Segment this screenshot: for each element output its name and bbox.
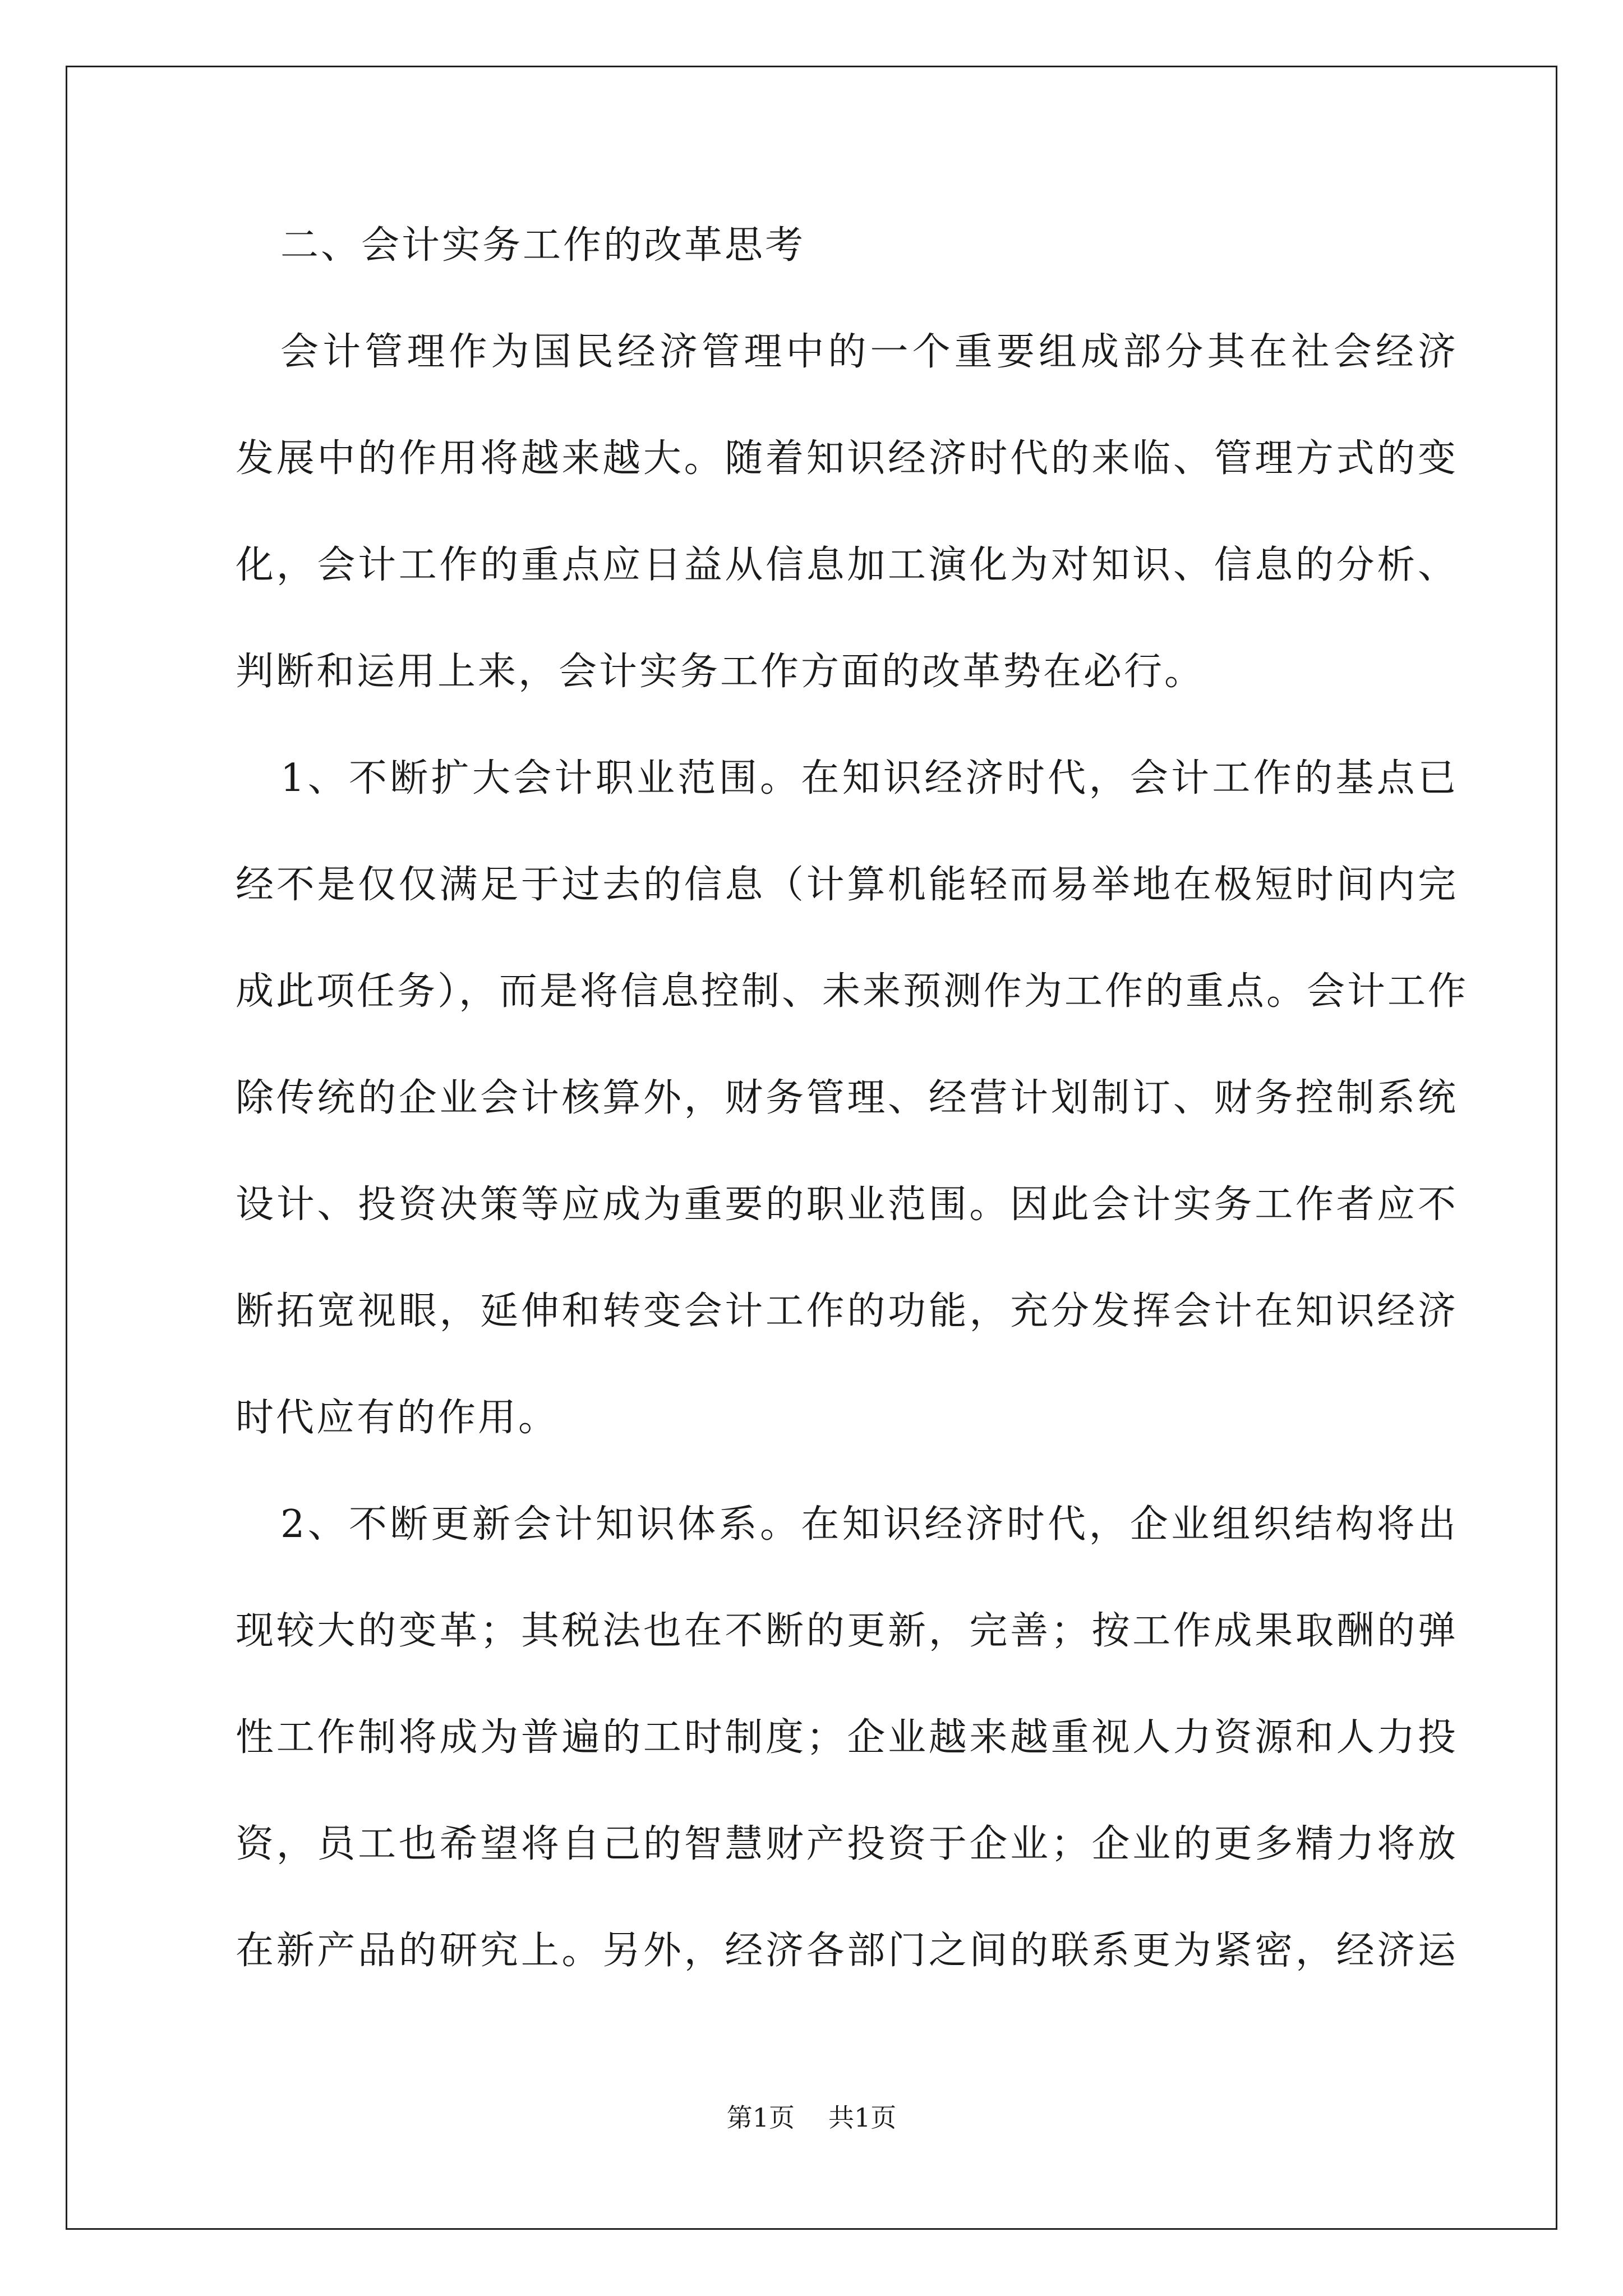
paragraph-3-line-4: 资，员工也希望将自己的智慧财产投资于企业；企业的更多精力将放 bbox=[236, 1822, 1458, 1866]
paragraph-2-line-6: 断拓宽视眼，延伸和转变会计工作的功能，充分发挥会计在知识经济 bbox=[236, 1289, 1458, 1333]
page-footer bbox=[0, 2101, 1623, 2134]
paragraph-1-line-2: 发展中的作用将越来越大。随着知识经济时代的来临、管理方式的变 bbox=[236, 436, 1458, 481]
paragraph-3-line-5: 在新产品的研究上。另外，经济各部门之间的联系更为紧密，经济运 bbox=[236, 1929, 1458, 1973]
paragraph-1-line-3: 化，会计工作的重点应日益从信息加工演化为对知识、信息的分析、 bbox=[236, 543, 1458, 587]
paragraph-3-line-1: 2、不断更新会计知识体系。在知识经济时代，企业组织结构将出 bbox=[280, 1502, 1458, 1547]
paragraph-2-line-2: 经不是仅仅满足于过去的信息（计算机能轻而易举地在极短时间内完 bbox=[236, 863, 1458, 907]
section-heading: 二、会计实务工作的改革思考 bbox=[280, 223, 806, 268]
paragraph-3-line-3: 性工作制将成为普遍的工时制度；企业越来越重视人力资源和人力投 bbox=[236, 1715, 1458, 1760]
page-total: 共1页 bbox=[828, 2102, 897, 2133]
paragraph-2-line-4: 除传统的企业会计核算外，财务管理、经营计划制订、财务控制系统 bbox=[236, 1076, 1458, 1120]
paragraph-1-line-4: 判断和运用上来，会计实务工作方面的改革势在必行。 bbox=[236, 650, 1205, 694]
paragraph-2-line-5: 设计、投资决策等应成为重要的职业范围。因此会计实务工作者应不 bbox=[236, 1182, 1458, 1227]
paragraph-2-line-7: 时代应有的作用。 bbox=[236, 1396, 559, 1440]
page-number: 第1页 bbox=[726, 2102, 795, 2133]
paragraph-2-line-1: 1、不断扩大会计职业范围。在知识经济时代，会计工作的基点已 bbox=[280, 756, 1458, 800]
paragraph-3-line-2: 现较大的变革；其税法也在不断的更新，完善；按工作成果取酬的弹 bbox=[236, 1609, 1458, 1653]
page-border bbox=[66, 66, 1557, 2230]
paragraph-2-line-3: 成此项任务），而是将信息控制、未来预测作为工作的重点。会计工作 bbox=[236, 969, 1469, 1014]
paragraph-1-line-1: 会计管理作为国民经济管理中的一个重要组成部分其在社会经济 bbox=[280, 330, 1458, 374]
